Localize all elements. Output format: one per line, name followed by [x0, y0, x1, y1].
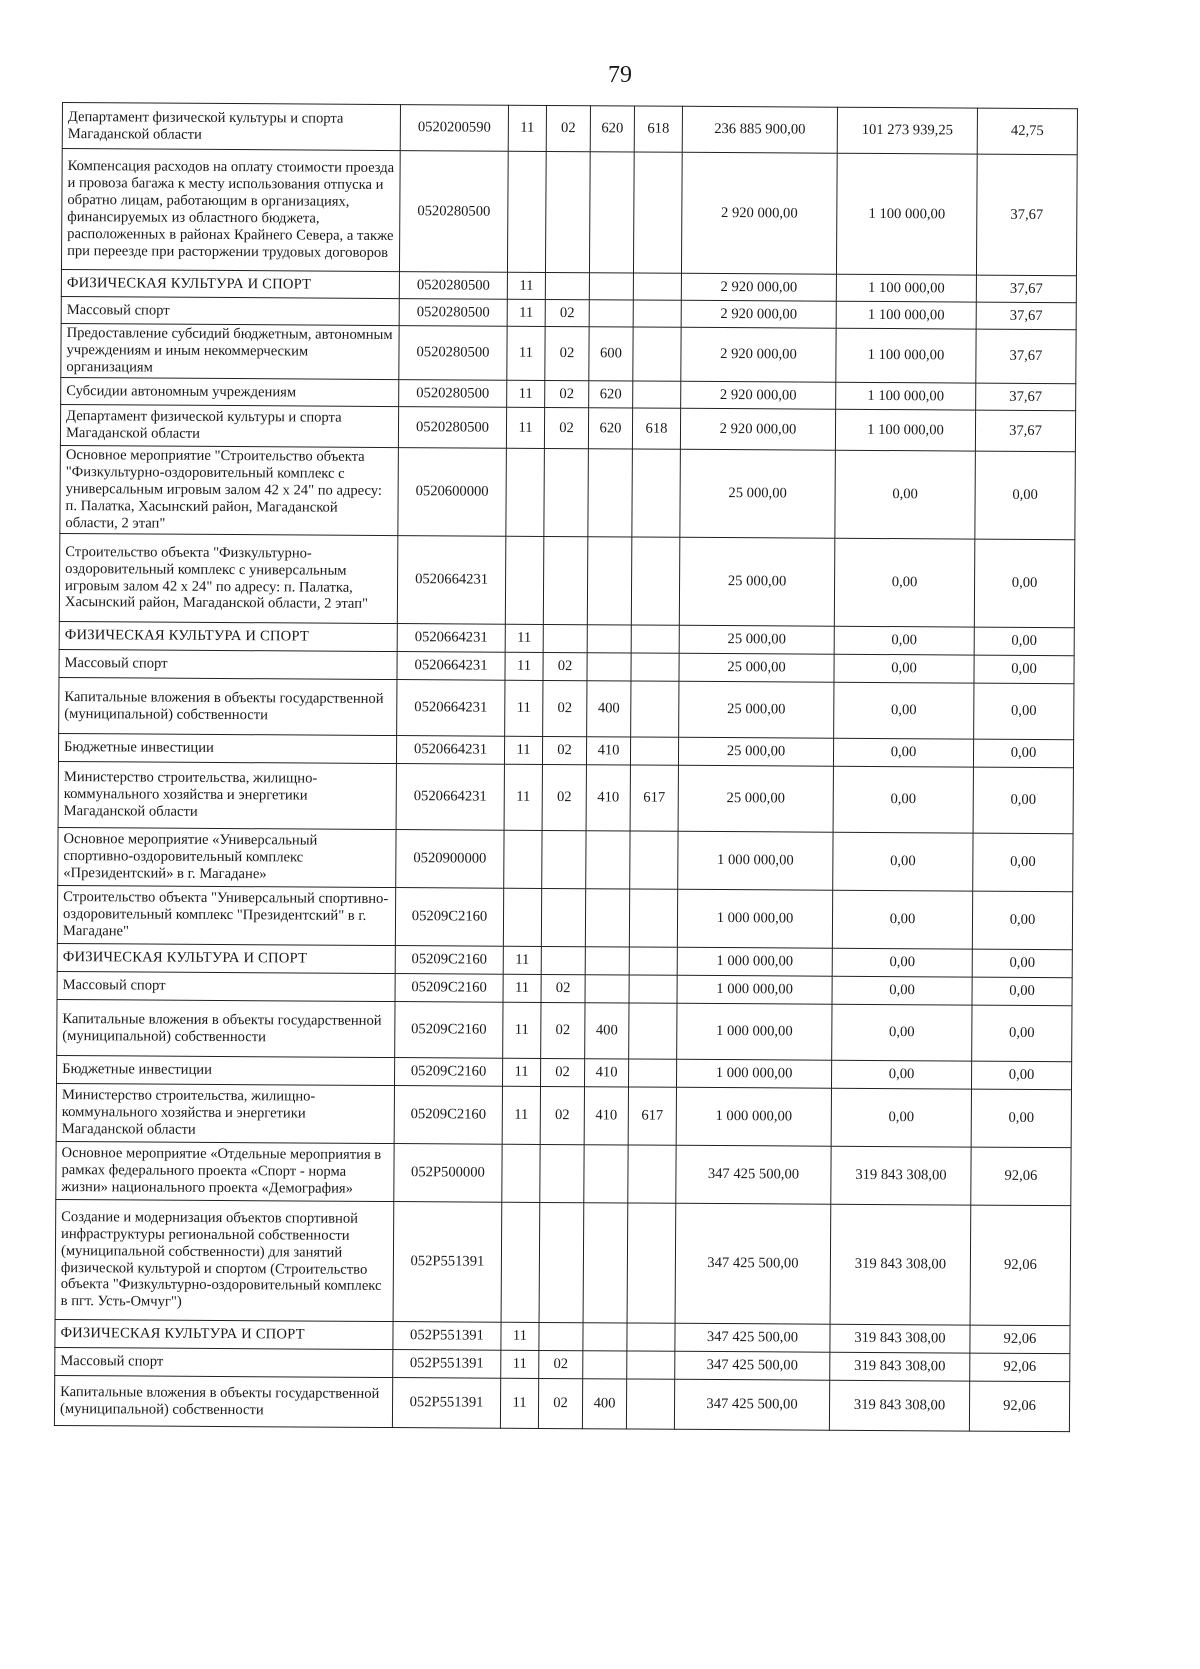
- table-row: [60, 445, 1076, 539]
- grbs-code: [631, 681, 679, 737]
- section-code: 11: [501, 1322, 539, 1350]
- execution-percent: 0,00: [972, 949, 1072, 978]
- section-code: [505, 536, 544, 624]
- section-code: 11: [505, 680, 543, 736]
- grbs-code: [629, 889, 677, 947]
- execution-percent: 37,67: [975, 410, 1075, 452]
- expense-type-code: [589, 152, 634, 273]
- row-name: Создание и модернизация объектов спортивной инфраструктуры региональной собственности (муниципальной собственности) для занятий физической культурой и спортом (Строительство объекта "Физкультурно-оздоровительный комплекс в пгт. Усть-Омчуг"): [55, 1199, 394, 1321]
- subsection-code: 02: [545, 380, 589, 407]
- approved-amount: 2 920 000,00: [681, 327, 836, 382]
- expense-type-code: 400: [587, 681, 631, 737]
- executed-amount: 0,00: [833, 766, 973, 833]
- row-name: Департамент физической культуры и спорта Магаданской области: [62, 103, 400, 151]
- target-article-code: 0520664231: [397, 652, 505, 681]
- execution-percent: 0,00: [973, 767, 1073, 834]
- grbs-code: [626, 1379, 674, 1429]
- row-name: Предоставление субсидий бюджетным, автономным учреждениям и иным некоммерческим организациям: [61, 323, 399, 379]
- approved-amount: 347 425 500,00: [676, 1145, 831, 1204]
- approved-amount: 2 920 000,00: [681, 273, 836, 301]
- execution-percent: 0,00: [973, 739, 1073, 768]
- row-name: Строительство объекта "Физкультурно-оздоровительный комплекс с универсальным игровым залом 42 х 24" по адресу: п. Палатка, Хасынский район, Магаданской области, 2 этап": [59, 533, 398, 623]
- section-code: [507, 151, 546, 272]
- section-code: 11: [506, 407, 544, 448]
- execution-percent: 0,00: [971, 1089, 1071, 1148]
- row-name: Министерство строительства, жилищно-коммунального хозяйства и энергетики Магаданской области: [58, 761, 396, 829]
- execution-percent: 0,00: [974, 683, 1074, 740]
- subsection-code: [543, 624, 587, 652]
- target-article-code: 0520664231: [396, 736, 504, 765]
- target-article-code: 0520280500: [399, 151, 508, 273]
- subsection-code: 02: [539, 1350, 583, 1378]
- executed-amount: 1 100 000,00: [836, 382, 976, 410]
- grbs-code: [632, 449, 681, 537]
- section-code: 11: [501, 1350, 539, 1378]
- approved-amount: 1 000 000,00: [676, 1059, 831, 1088]
- section-code: 11: [504, 736, 542, 764]
- execution-percent: 37,67: [976, 329, 1076, 384]
- approved-amount: 25 000,00: [680, 449, 836, 538]
- target-article-code: 052P551391: [392, 1378, 500, 1429]
- grbs-code: [629, 1003, 677, 1059]
- section-code: 11: [503, 974, 541, 1002]
- approved-amount: 1 000 000,00: [677, 947, 832, 976]
- executed-amount: 1 100 000,00: [836, 328, 976, 383]
- approved-amount: 1 000 000,00: [678, 831, 833, 890]
- expense-type-code: 410: [584, 1087, 628, 1145]
- expense-type-code: 620: [590, 106, 634, 152]
- executed-amount: 1 100 000,00: [836, 301, 976, 329]
- subsection-code: 02: [541, 1002, 585, 1058]
- target-article-code: 05209C2160: [395, 888, 503, 947]
- target-article-code: 0520664231: [397, 536, 506, 625]
- target-article-code: 0520900000: [396, 830, 504, 889]
- expense-type-code: [587, 653, 631, 681]
- executed-amount: 319 843 308,00: [829, 1380, 969, 1431]
- approved-amount: 25 000,00: [678, 737, 833, 766]
- grbs-code: [633, 327, 681, 381]
- target-article-code: 0520664231: [397, 624, 505, 653]
- executed-amount: 0,00: [834, 682, 974, 739]
- executed-amount: 0,00: [832, 1004, 972, 1061]
- section-code: 11: [504, 764, 542, 830]
- execution-percent: 37,67: [976, 302, 1076, 330]
- executed-amount: 0,00: [833, 738, 973, 767]
- expense-type-code: [587, 625, 631, 653]
- execution-percent: 0,00: [974, 655, 1074, 684]
- execution-percent: 0,00: [974, 627, 1074, 656]
- grbs-code: [633, 273, 681, 300]
- section-code: 11: [502, 1086, 540, 1144]
- table-row: [56, 1141, 1071, 1205]
- target-article-code: 052P500000: [394, 1144, 502, 1203]
- execution-percent: 37,67: [976, 383, 1076, 411]
- expense-type-code: [589, 273, 633, 300]
- executed-amount: 319 843 308,00: [830, 1324, 970, 1353]
- grbs-code: [633, 300, 681, 327]
- page-number: 79: [608, 62, 632, 88]
- approved-amount: 2 920 000,00: [680, 408, 835, 450]
- approved-amount: 1 000 000,00: [676, 1087, 831, 1146]
- section-code: [503, 888, 541, 946]
- execution-percent: 0,00: [971, 1061, 1071, 1090]
- grbs-code: 617: [628, 1087, 676, 1145]
- table-row: [59, 677, 1074, 739]
- subsection-code: [539, 1202, 584, 1322]
- executed-amount: 0,00: [832, 976, 972, 1005]
- executed-amount: 0,00: [834, 654, 974, 683]
- executed-amount: 0,00: [833, 832, 973, 891]
- section-code: [502, 1144, 540, 1202]
- table-row: [58, 827, 1073, 891]
- execution-percent: 92,06: [970, 1205, 1071, 1326]
- table-row: [57, 885, 1072, 949]
- section-code: 11: [503, 1002, 541, 1058]
- expense-type-code: 620: [588, 408, 632, 449]
- execution-percent: 42,75: [977, 108, 1077, 155]
- subsection-code: 02: [540, 1058, 584, 1086]
- row-name: Массовый спорт: [59, 649, 397, 679]
- expense-type-code: 620: [589, 381, 633, 408]
- executed-amount: 0,00: [832, 948, 972, 977]
- executed-amount: 0,00: [832, 890, 972, 949]
- subsection-code: 02: [538, 1378, 582, 1428]
- executed-amount: 319 843 308,00: [831, 1146, 971, 1205]
- executed-amount: 0,00: [834, 538, 975, 627]
- grbs-code: [631, 537, 680, 625]
- subsection-code: 02: [543, 680, 587, 736]
- target-article-code: 052P551391: [393, 1202, 502, 1323]
- row-name: Бюджетные инвестиции: [57, 1055, 395, 1085]
- approved-amount: 236 885 900,00: [682, 106, 837, 153]
- subsection-code: [541, 946, 585, 974]
- row-name: ФИЗИЧЕСКАЯ КУЛЬТУРА И СПОРТ: [55, 1319, 393, 1349]
- executed-amount: 0,00: [835, 450, 976, 539]
- approved-amount: 1 000 000,00: [677, 1003, 832, 1060]
- expense-type-code: [585, 947, 629, 975]
- grbs-code: [629, 947, 677, 975]
- row-name: Капитальные вложения в объекты государственной (муниципальной) собственности: [57, 999, 395, 1057]
- execution-percent: 37,67: [976, 154, 1077, 276]
- expense-type-code: [583, 1323, 627, 1351]
- approved-amount: 1 000 000,00: [677, 975, 832, 1004]
- expense-type-code: 400: [585, 1003, 629, 1059]
- subsection-code: 02: [544, 407, 588, 448]
- expense-type-code: [585, 889, 629, 947]
- subsection-code: 02: [543, 652, 587, 680]
- subsection-code: [541, 888, 585, 946]
- executed-amount: 0,00: [834, 626, 974, 655]
- row-name: Капитальные вложения в объекты государственной (муниципальной) собственности: [59, 677, 397, 735]
- row-name: Массовый спорт: [57, 971, 395, 1001]
- target-article-code: 0520664231: [396, 764, 504, 831]
- subsection-code: 02: [541, 974, 585, 1002]
- row-name: Основное мероприятие «Отдельные мероприятия в рамках федерального проекта «Спорт - норма жизни» национального проекта «Демография»: [56, 1141, 394, 1201]
- row-name: Министерство строительства, жилищно-коммунального хозяйства и энергетики Магаданской области: [56, 1083, 394, 1143]
- row-name: Строительство объекта "Универсальный спортивно-оздоровительный комплекс "Президентский" в г. Магадане": [57, 885, 395, 945]
- target-article-code: 0520280500: [399, 380, 507, 408]
- target-article-code: 052P551391: [393, 1322, 501, 1351]
- grbs-code: [627, 1203, 676, 1323]
- execution-percent: 92,06: [969, 1381, 1069, 1432]
- target-article-code: 0520280500: [399, 299, 507, 327]
- approved-amount: 1 000 000,00: [677, 889, 832, 948]
- table-row: [56, 1083, 1071, 1147]
- executed-amount: 0,00: [831, 1088, 971, 1147]
- expense-type-code: [585, 975, 629, 1003]
- grbs-code: 618: [634, 106, 682, 152]
- grbs-code: [629, 975, 677, 1003]
- grbs-code: [630, 737, 678, 765]
- table-row: [57, 999, 1072, 1061]
- expense-type-code: [589, 300, 633, 327]
- approved-amount: 25 000,00: [679, 681, 834, 738]
- row-name: Основное мероприятие "Строительство объекта "Физкультурно-оздоровительный комплекс с универсальным игровым залом 42 х 24" по адресу: п. Палатка, Хасынский район, Магаданской области, 2 этап": [60, 445, 399, 535]
- expense-type-code: [587, 537, 632, 625]
- table-row: [59, 533, 1075, 627]
- approved-amount: 25 000,00: [679, 625, 834, 654]
- execution-percent: 0,00: [973, 833, 1073, 892]
- target-article-code: 05209C2160: [394, 1058, 502, 1087]
- section-code: [504, 830, 542, 888]
- executed-amount: 1 100 000,00: [835, 409, 975, 451]
- budget-execution-table: [54, 102, 1078, 1432]
- subsection-code: [545, 151, 590, 272]
- row-name: ФИЗИЧЕСКАЯ КУЛЬТУРА И СПОРТ: [61, 269, 399, 298]
- expense-type-code: 600: [589, 327, 633, 381]
- table-row: [60, 404, 1075, 451]
- approved-amount: 25 000,00: [678, 765, 833, 832]
- row-name: Компенсация расходов на оплату стоимости проезда и провоза багажа к месту использования отпуска и обратно лицам, работающим в организациях, финансируемых из областного бюджета, расположенных в районах Крайнего Севера, а также при переезде при расторжении трудовых договоров: [61, 149, 400, 272]
- target-article-code: 0520600000: [398, 448, 507, 537]
- expense-type-code: 410: [586, 737, 630, 765]
- execution-percent: 92,06: [971, 1147, 1071, 1206]
- grbs-code: [627, 1323, 675, 1351]
- table-row: [58, 761, 1073, 833]
- subsection-code: 02: [542, 736, 586, 764]
- grbs-code: [628, 1145, 676, 1203]
- execution-percent: 92,06: [970, 1353, 1070, 1382]
- grbs-code: [630, 831, 678, 889]
- subsection-code: [544, 448, 589, 536]
- section-code: 11: [503, 946, 541, 974]
- subsection-code: [545, 272, 589, 299]
- section-code: 11: [505, 652, 543, 680]
- section-code: 11: [507, 326, 545, 380]
- target-article-code: 05209C2160: [395, 946, 503, 975]
- table-body: [54, 103, 1077, 1432]
- section-code: [501, 1202, 540, 1322]
- section-code: 11: [507, 272, 545, 299]
- row-name: ФИЗИЧЕСКАЯ КУЛЬТУРА И СПОРТ: [57, 943, 395, 973]
- execution-percent: 0,00: [974, 539, 1075, 628]
- grbs-code: [633, 152, 682, 273]
- section-code: 11: [507, 380, 545, 407]
- row-name: Субсидии автономным учреждениям: [61, 377, 399, 406]
- target-article-code: 05209C2160: [395, 974, 503, 1003]
- expense-type-code: 410: [586, 765, 630, 831]
- executed-amount: 319 843 308,00: [830, 1352, 970, 1381]
- target-article-code: 0520280500: [398, 407, 506, 449]
- target-article-code: 0520280500: [399, 326, 507, 381]
- expense-type-code: [588, 449, 633, 537]
- row-name: Бюджетные инвестиции: [58, 733, 396, 763]
- grbs-code: 618: [632, 408, 680, 449]
- approved-amount: 25 000,00: [679, 653, 834, 682]
- table-row: [61, 149, 1077, 276]
- subsection-code: 02: [542, 764, 586, 830]
- approved-amount: 347 425 500,00: [675, 1203, 831, 1324]
- approved-amount: 2 920 000,00: [681, 300, 836, 328]
- target-article-code: 0520664231: [397, 680, 505, 737]
- executed-amount: 101 273 939,25: [837, 107, 977, 154]
- target-article-code: 05209C2160: [394, 1086, 502, 1145]
- grbs-code: [627, 1351, 675, 1379]
- section-code: 11: [502, 1058, 540, 1086]
- subsection-code: [542, 830, 586, 888]
- grbs-code: [631, 625, 679, 653]
- row-name: Основное мероприятие «Универсальный спортивно-оздоровительный комплекс «Президентский» в г. Магадане»: [58, 827, 396, 887]
- grbs-code: [628, 1059, 676, 1087]
- approved-amount: 2 920 000,00: [681, 381, 836, 409]
- expense-type-code: [583, 1203, 628, 1323]
- expense-type-code: [586, 831, 630, 889]
- table-row: [54, 1375, 1069, 1431]
- section-code: 11: [500, 1378, 538, 1428]
- execution-percent: 0,00: [972, 977, 1072, 1006]
- target-article-code: 0520280500: [399, 272, 507, 300]
- subsection-code: 02: [540, 1086, 584, 1144]
- subsection-code: [540, 1144, 584, 1202]
- approved-amount: 25 000,00: [679, 537, 835, 626]
- execution-percent: 37,67: [976, 275, 1076, 303]
- execution-percent: 0,00: [972, 1005, 1072, 1062]
- row-name: Капитальные вложения в объекты государственной (муниципальной) собственности: [54, 1375, 392, 1427]
- row-name: Массовый спорт: [55, 1347, 393, 1377]
- subsection-code: 02: [545, 299, 589, 326]
- section-code: 11: [507, 299, 545, 326]
- table-row: [55, 1199, 1071, 1325]
- expense-type-code: [583, 1351, 627, 1379]
- row-name: ФИЗИЧЕСКАЯ КУЛЬТУРА И СПОРТ: [59, 621, 397, 651]
- target-article-code: 05209C2160: [395, 1002, 503, 1059]
- subsection-code: 02: [546, 105, 590, 151]
- subsection-code: [543, 536, 588, 624]
- executed-amount: 319 843 308,00: [830, 1204, 971, 1325]
- subsection-code: 02: [545, 326, 589, 380]
- execution-percent: 0,00: [972, 891, 1072, 950]
- table-row: [62, 103, 1077, 155]
- approved-amount: 2 920 000,00: [681, 152, 837, 274]
- executed-amount: 1 100 000,00: [836, 274, 976, 302]
- row-name: Департамент физической культуры и спорта Магаданской области: [60, 404, 398, 447]
- execution-percent: 92,06: [970, 1325, 1070, 1354]
- grbs-code: 617: [630, 765, 678, 831]
- grbs-code: [631, 653, 679, 681]
- row-name: Массовый спорт: [61, 296, 399, 325]
- target-article-code: 0520200590: [400, 105, 508, 152]
- subsection-code: [539, 1322, 583, 1350]
- section-code: 11: [508, 105, 546, 151]
- approved-amount: 347 425 500,00: [675, 1323, 830, 1352]
- approved-amount: 347 425 500,00: [675, 1351, 830, 1380]
- expense-type-code: 400: [582, 1379, 626, 1429]
- approved-amount: 347 425 500,00: [674, 1379, 829, 1430]
- section-code: 11: [505, 624, 543, 652]
- expense-type-code: 410: [584, 1059, 628, 1087]
- executed-amount: 1 100 000,00: [836, 153, 977, 275]
- grbs-code: [633, 381, 681, 408]
- table-row: [61, 323, 1076, 383]
- execution-percent: 0,00: [975, 451, 1076, 540]
- executed-amount: 0,00: [831, 1060, 971, 1089]
- target-article-code: 052P551391: [393, 1350, 501, 1379]
- section-code: [506, 448, 545, 536]
- expense-type-code: [584, 1145, 628, 1203]
